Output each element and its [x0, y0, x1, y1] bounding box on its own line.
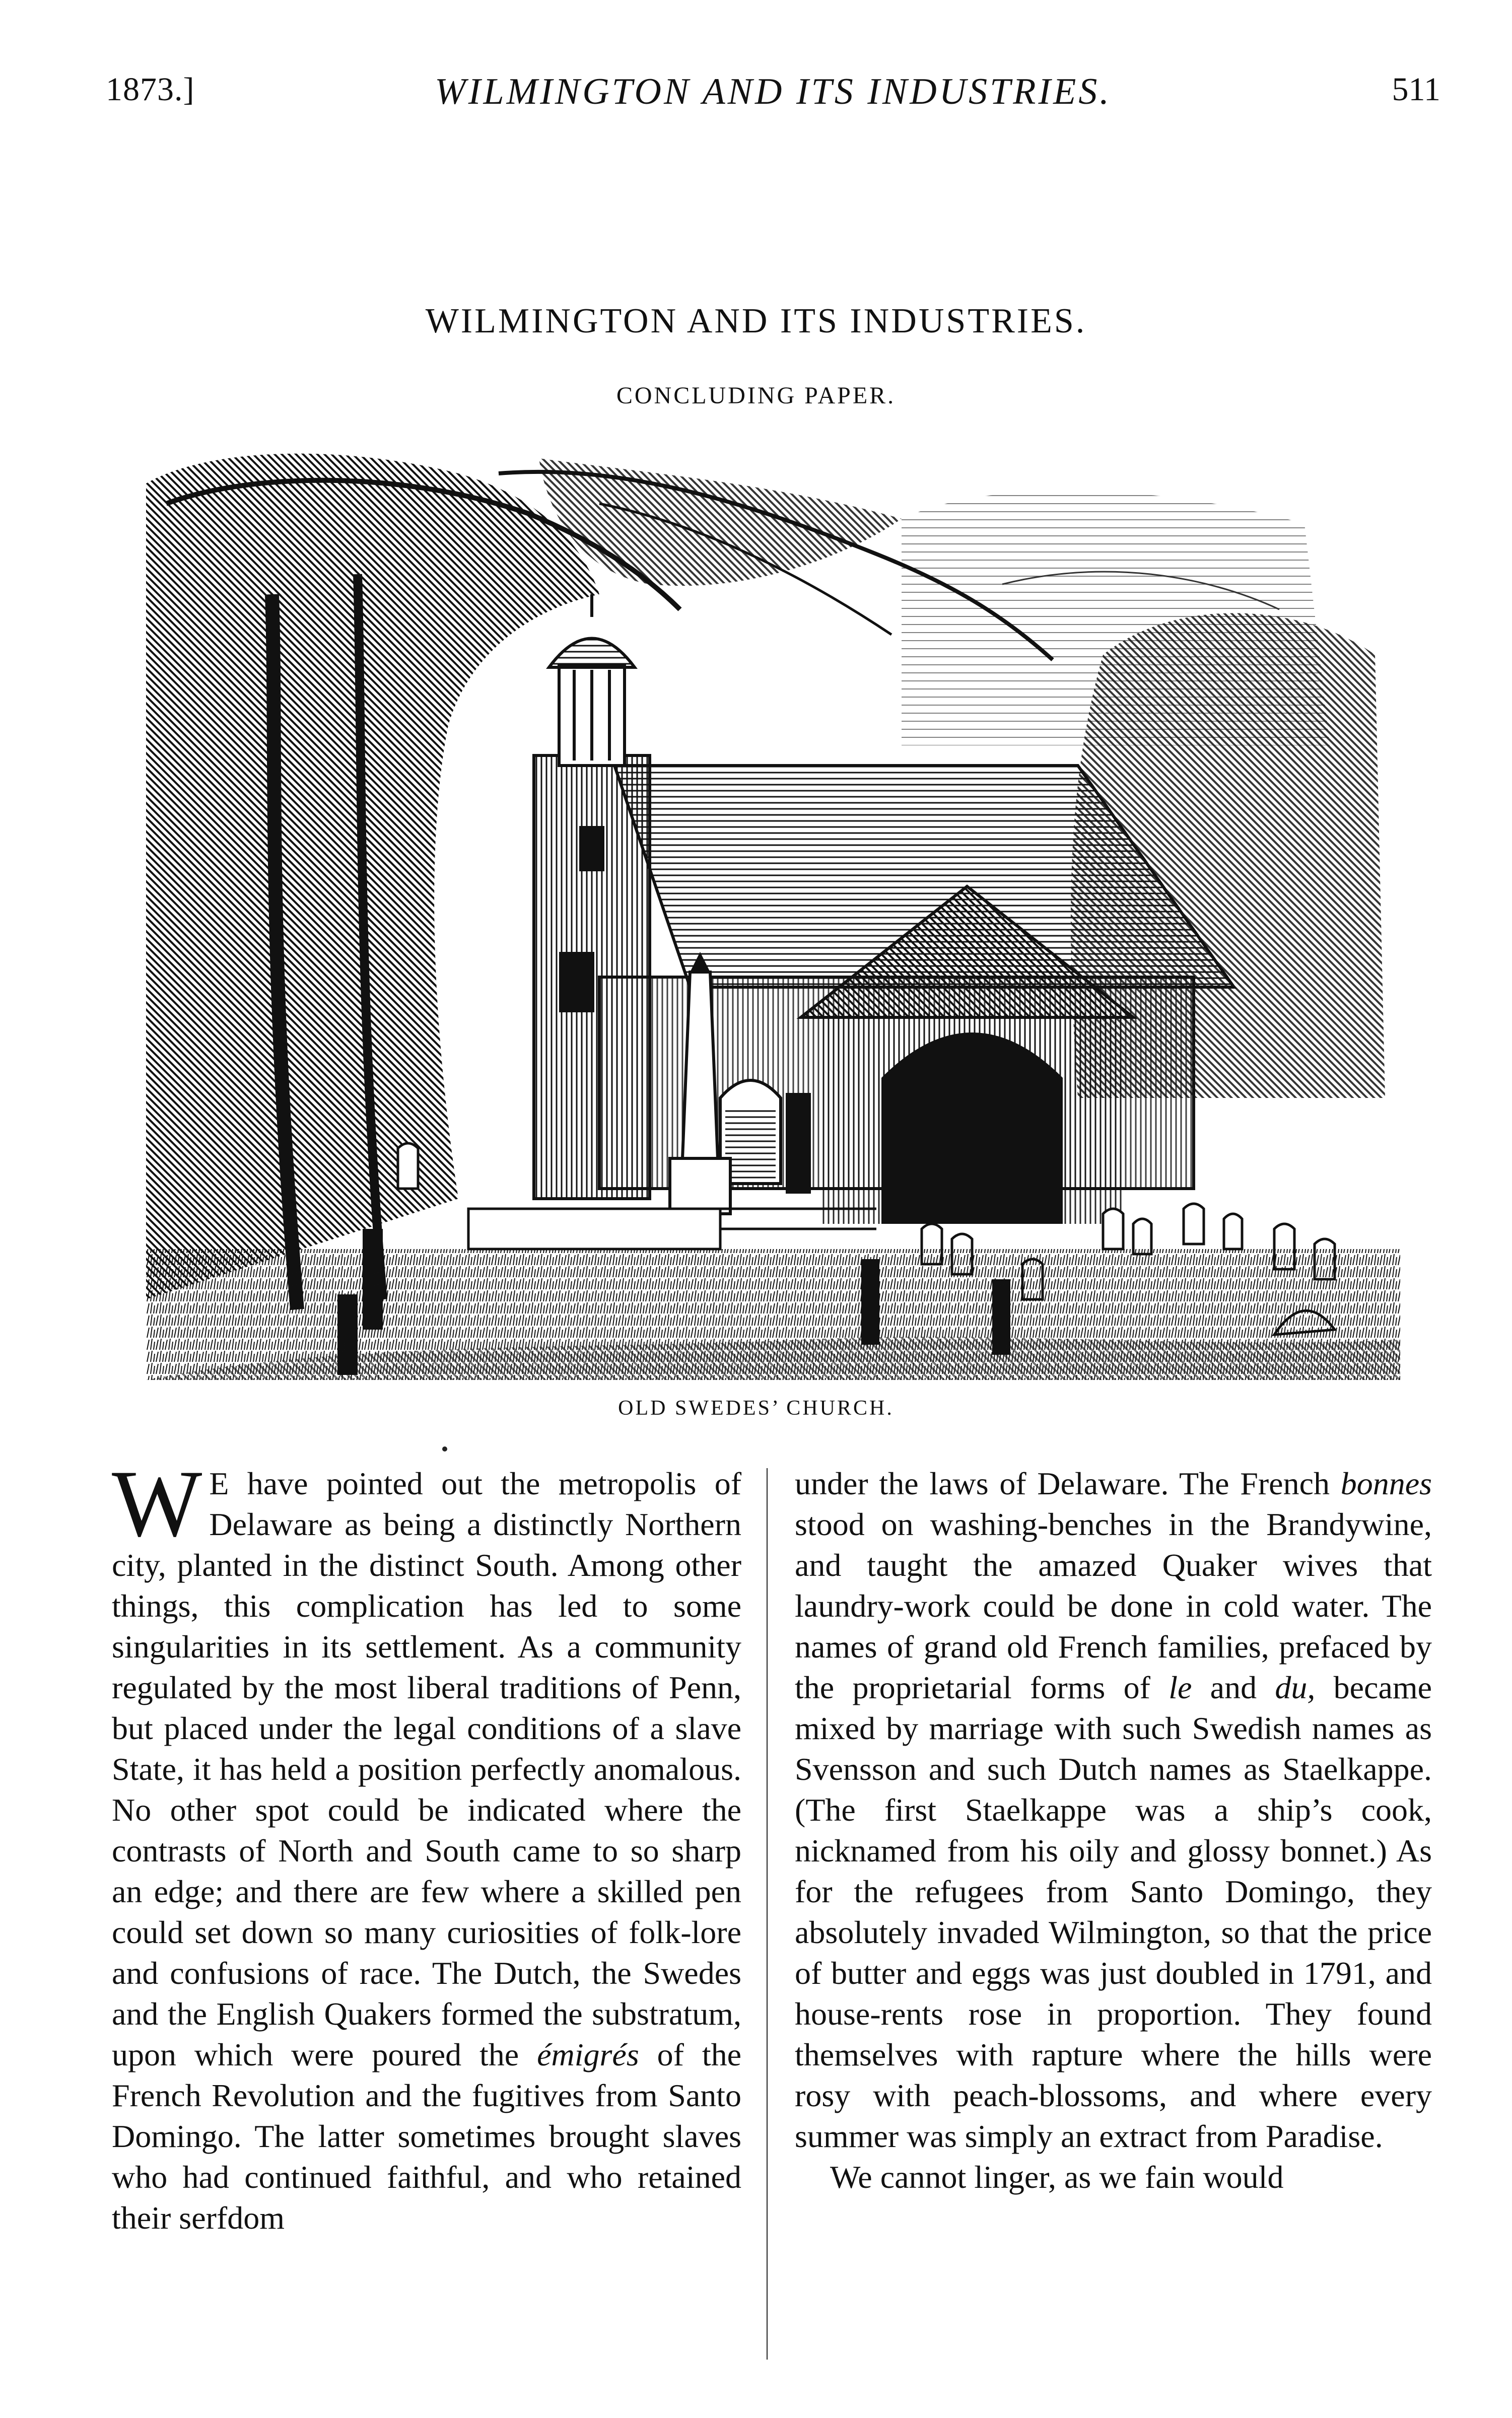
page-number: 511: [1392, 71, 1440, 108]
column-right: [795, 1463, 1432, 2197]
text-run: and: [1210, 1670, 1257, 1705]
engraving-old-swedes-church: [146, 443, 1400, 1380]
column-left: [112, 1451, 742, 2238]
figure-caption: OLD SWEDES’ CHURCH.: [618, 1397, 894, 1420]
italic-word: le: [1169, 1670, 1192, 1705]
text-run: of the French Revolution and the fugitives from Santo Domingo. The latter sometimes brought slaves who had continued faithful, and who retained their serfdom: [112, 2037, 742, 2236]
text-run: under the laws of Delaware. The French: [795, 1466, 1330, 1501]
italic-word: bonnes: [1340, 1466, 1432, 1501]
print-speck: [442, 1446, 447, 1452]
paragraph: We cannot linger, as we fain would: [830, 2159, 1284, 2195]
text-run: E have pointed out the metropolis of Delaware as being a distinctly Northern city, planted in the distinct South. Among other things, this complication has led to some singularities in its settlement. As a community regulated by the most liberal traditions of Penn, but placed under the legal conditions of a slave State, it has held a position perfectly anomalous. No other spot could be indicated where the contrasts of North and South came to so sharp an edge; and there are few where a skilled pen could set down so many curiosities of folk-lore and confusions of race. The Dutch, the Swedes and the English Quakers formed the substratum, upon which were poured the: [112, 1466, 741, 2072]
column-rule: [767, 1468, 768, 2360]
drop-cap: W: [112, 1451, 202, 1557]
text-run: became mixed by marriage with such Swedish names as Svensson and such Dutch names as Staelkappe. (The first Staelkappe was a ship’s cook, nicknamed from his oily and glossy bonnet.) As for the refugees from Santo Domingo, they absolutely invaded Wilmington, so that the price of butter and eggs was just doubled in 1791, and house-rents rose in proportion. They found themselves with rapture where the hills were rosy with peach-blossoms, and where every summer was simply an extract from Paradise.: [795, 1670, 1432, 2154]
running-head-title: WILMINGTON AND ITS INDUSTRIES.: [435, 71, 1112, 112]
text-run: stood on washing-benches in the Brandywine, and taught the amazed Quaker wives that laundry-work could be done in cold water. The names of grand old French families, prefaced by the proprietarial forms of: [795, 1506, 1432, 1705]
paragraph: [112, 1451, 742, 2238]
paragraph: [795, 1463, 1432, 2157]
italic-word: du,: [1275, 1670, 1316, 1705]
article-subtitle: CONCLUDING PAPER.: [616, 382, 896, 409]
running-head-year: 1873.]: [106, 71, 195, 108]
italic-word: émigrés: [537, 2037, 639, 2072]
article-title: WILMINGTON AND ITS INDUSTRIES.: [425, 302, 1087, 340]
running-head: [106, 71, 1440, 126]
